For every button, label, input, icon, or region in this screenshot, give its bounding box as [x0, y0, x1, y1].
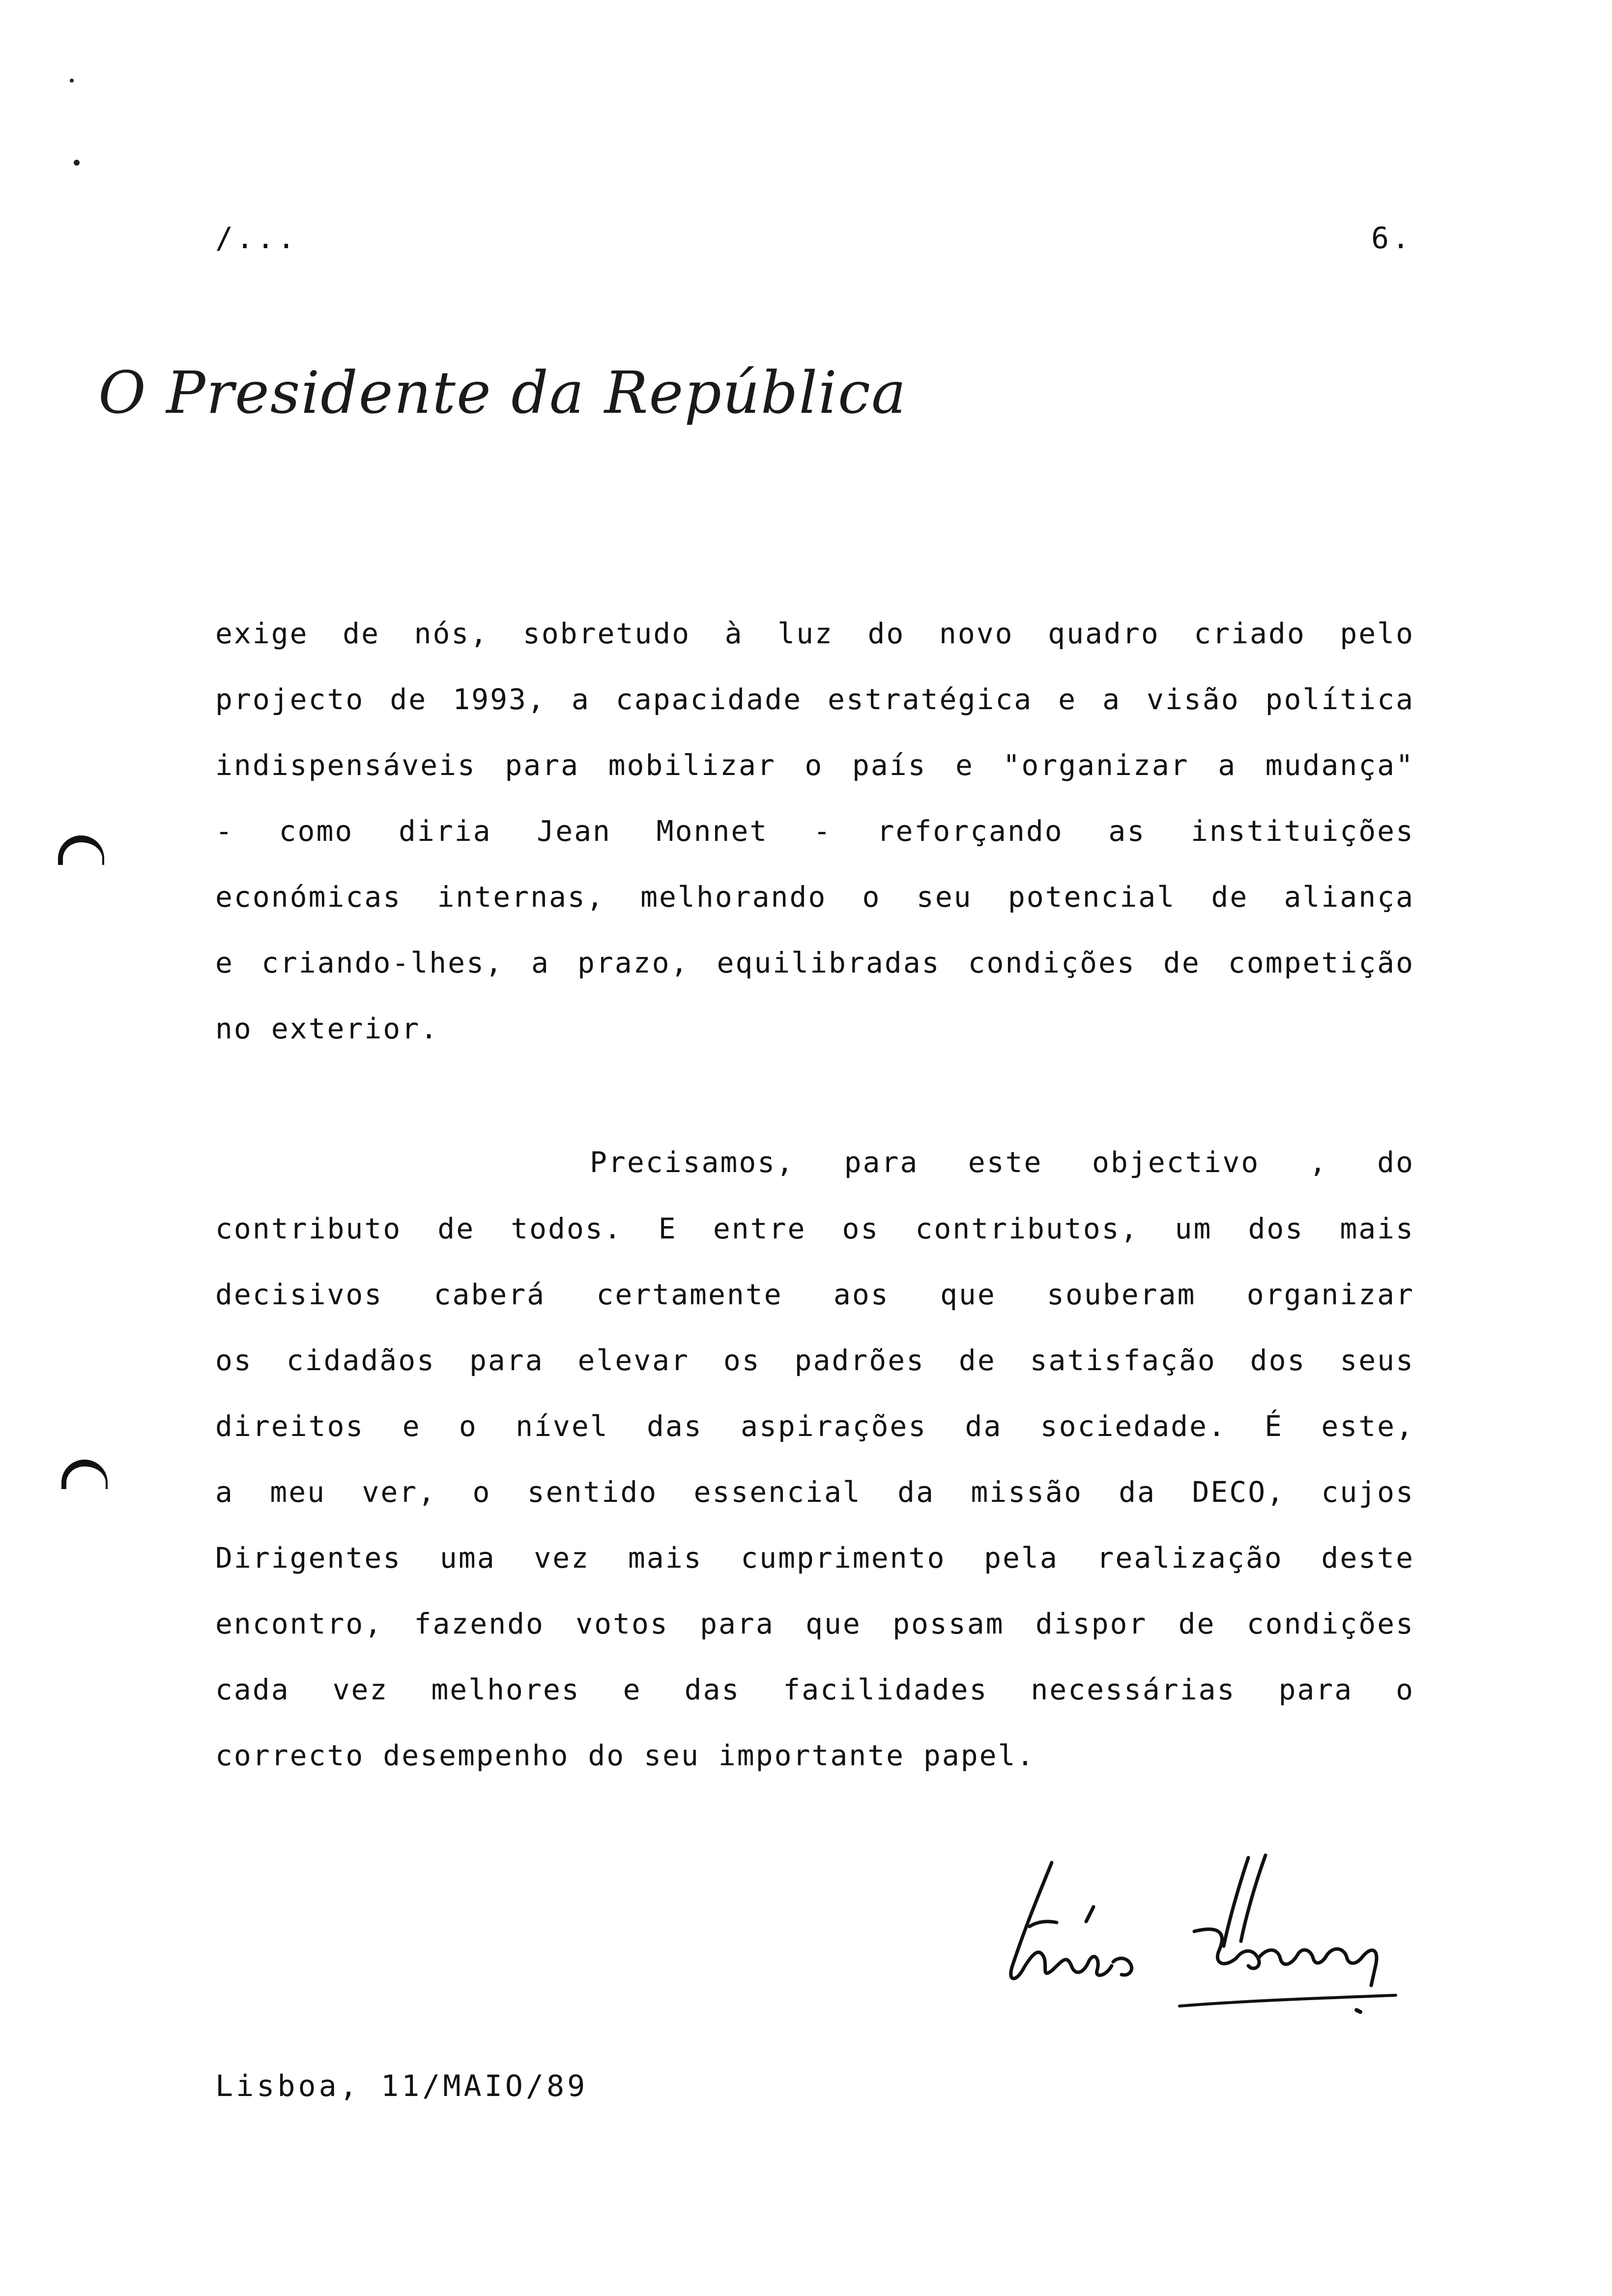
scan-speck — [74, 160, 80, 166]
text-line: económicas internas, melhorando o seu potencial de aliança — [215, 880, 1414, 914]
text-line: - como diria Jean Monnet - reforçando as instituições — [215, 814, 1414, 848]
text-line: indispensáveis para mobilizar o país e "organizar a mudança" — [215, 748, 1414, 782]
text-line: Precisamos, para este objectivo , do — [590, 1146, 1414, 1179]
text-line: direitos e o nível das aspirações da sociedade. É este, — [215, 1409, 1414, 1443]
place-and-date: Lisboa, 11/MAIO/89 — [215, 2069, 588, 2103]
letterhead: O Presidente da República — [98, 359, 907, 427]
text-line: e criando-lhes, a prazo, equilibradas condições de competição — [215, 946, 1414, 979]
continuation-marker: /... — [215, 221, 298, 256]
text-line: os cidadãos para elevar os padrões de satisfação dos seus — [215, 1344, 1414, 1377]
text-line: encontro, fazendo votos para que possam dispor de condições — [215, 1607, 1414, 1640]
text-line: correcto desempenho do seu importante papel. — [215, 1739, 1036, 1772]
punch-hole-mark — [58, 835, 104, 865]
page-number: 6. — [1371, 221, 1413, 256]
text-line: cada vez melhores e das facilidades necessárias para o — [215, 1673, 1414, 1706]
text-line: decisivos caberá certamente aos que souberam organizar — [215, 1278, 1414, 1311]
text-line: a meu ver, o sentido essencial da missão da DECO, cujos — [215, 1475, 1414, 1509]
text-line: contributo de todos. E entre os contributos, um dos mais — [215, 1212, 1414, 1245]
text-line: projecto de 1993, a capacidade estratégica e a visão política — [215, 683, 1414, 716]
text-line: exige de nós, sobretudo à luz do novo quadro criado pelo — [215, 617, 1414, 650]
text-line: Dirigentes uma vez mais cumprimento pela realização deste — [215, 1541, 1414, 1575]
text-line: no exterior. — [215, 1012, 439, 1045]
scan-speck — [70, 79, 74, 83]
handwritten-signature — [983, 1848, 1415, 2035]
punch-hole-mark — [61, 1460, 108, 1489]
